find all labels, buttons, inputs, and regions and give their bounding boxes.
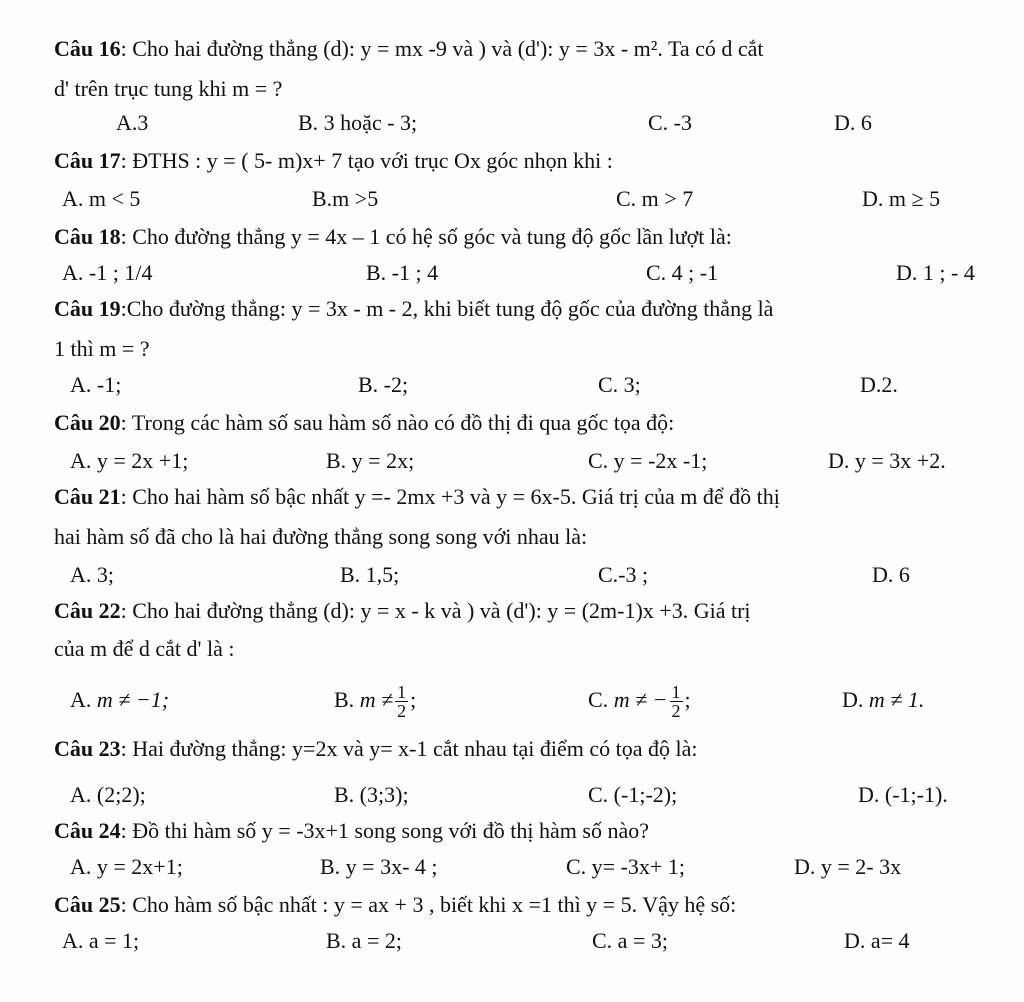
q22-option-d[interactable] [842,672,924,728]
q24-text1: : Đồ thi hàm số y = -3x+1 song song với đồ thị hàm số nào? [120,818,649,843]
q16-option-a[interactable]: A.3 [116,110,149,135]
q23-option-d[interactable]: D. (-1;-1). [858,782,948,807]
q24-option-c[interactable]: C. y= -3x+ 1; [566,854,685,879]
q16-option-d[interactable]: D. 6 [834,110,872,135]
q19-option-a[interactable]: A. -1; [70,372,122,397]
q17-option-c[interactable]: C. m > 7 [616,186,694,211]
q19-label: Câu 19 [54,296,121,321]
q18-text1: : Cho đường thẳng y = 4x – 1 có hệ số góc và tung độ gốc lần lượt là: [120,224,732,249]
q20-text1: : Trong các hàm số sau hàm số nào có đồ thị đi qua gốc tọa độ: [120,410,675,435]
q21-option-c[interactable]: C.-3 ; [598,562,649,587]
q19-option-b[interactable]: B. -2; [358,372,409,397]
q23-label: Câu 23 [54,736,121,761]
q22-option-b-denominator: 2 [397,701,407,722]
q21-option-a[interactable]: A. 3; [70,562,114,587]
q18-option-c[interactable]: C. 4 ; -1 [646,260,719,285]
q21-option-d[interactable]: D. 6 [872,562,910,587]
q18-option-d[interactable]: D. 1 ; - 4 [896,260,975,285]
q17-text1: : ĐTHS : y = ( 5- m)x+ 7 tạo với trục Ox góc nhọn khi : [120,148,613,173]
q22-option-b-prefix: B. [334,687,355,712]
q22-text1: : Cho hai đường thẳng (d): y = x - k và ) và (d'): y = (2m-1)x +3. Giá trị [120,598,751,623]
q20-option-b[interactable]: B. y = 2x; [326,448,415,473]
q22-option-b-tail: ; [410,687,417,712]
q20-option-d[interactable]: D. y = 3x +2. [828,448,946,473]
q25-option-c[interactable]: C. a = 3; [592,928,668,953]
q23-option-a[interactable]: A. (2;2); [70,782,146,807]
q21-label: Câu 21 [54,484,121,509]
q24-option-a[interactable]: A. y = 2x+1; [70,854,183,879]
q23-option-c[interactable]: C. (-1;-2); [588,782,678,807]
q25-option-d[interactable]: D. a= 4 [844,928,910,953]
q22-option-c-numerator: 1 [671,682,681,703]
q25-text1: : Cho hàm số bậc nhất : y = ax + 3 , biết khi x =1 thì y = 5. Vậy hệ số: [120,892,737,917]
q23-option-b[interactable]: B. (3;3); [334,782,409,807]
q16-label: Câu 16 [54,36,121,61]
q23-stem [54,726,697,772]
q23-line1 [0,726,1024,772]
q24-label: Câu 24 [54,818,121,843]
q22-label: Câu 22 [54,598,121,623]
q19-text2: 1 thì m = ? [54,336,150,361]
q22-option-a-expr: m ≠ −1; [96,687,170,712]
q22-options [0,672,1024,728]
q22-option-c-prefix: C. [588,687,609,712]
q22-text2: của m để d cắt d' là : [54,636,235,661]
q22-option-a-prefix: A. [70,687,92,712]
q22-option-b[interactable] [334,672,416,728]
q22-option-b-numerator: 1 [397,682,407,703]
q17-option-b[interactable]: B.m >5 [312,186,379,211]
q16-text2: d' trên trục tung khi m = ? [54,76,283,101]
q21-text2: hai hàm số đã cho là hai đường thẳng song song với nhau là: [54,524,588,549]
q16-text1: : Cho hai đường thẳng (d): y = mx -9 và ) và (d'): y = 3x - m². Ta có d cắt [120,36,764,61]
q22-option-b-fraction [395,683,408,720]
q21-text1: : Cho hai hàm số bậc nhất y =- 2mx +3 và y = 6x-5. Giá trị của m để đồ thị [120,484,780,509]
q22-option-d-expr: m ≠ 1. [868,687,925,712]
q24-option-d[interactable]: D. y = 2- 3x [794,854,902,879]
q23-text1: : Hai đường thẳng: y=2x và y= x-1 cắt nhau tại điểm có tọa độ là: [120,736,698,761]
q20-option-c[interactable]: C. y = -2x -1; [588,448,708,473]
q22-option-c-denominator: 2 [671,701,681,722]
q19-option-c[interactable]: C. 3; [598,372,641,397]
q25-option-a[interactable]: A. a = 1; [62,928,140,953]
q22-option-d-prefix: D. [842,687,864,712]
q22-option-c-tail: ; [684,687,691,712]
q22-option-a[interactable] [70,672,169,728]
q22-option-c-fraction [670,683,683,720]
q19-text1: :Cho đường thẳng: y = 3x - m - 2, khi biết tung độ gốc của đường thẳng là [120,296,774,321]
q17-option-d[interactable]: D. m ≥ 5 [862,186,941,211]
q19-option-d[interactable]: D.2. [860,372,898,397]
q17-label: Câu 17 [54,148,121,173]
q17-option-a[interactable]: A. m < 5 [62,186,141,211]
q25-options [0,918,1024,964]
q16-option-c[interactable]: C. -3 [648,110,692,135]
q25-option-b[interactable]: B. a = 2; [326,928,402,953]
q22-option-c[interactable] [588,672,691,728]
q16-option-b[interactable]: B. 3 hoặc - 3; [298,110,418,135]
q20-option-a[interactable]: A. y = 2x +1; [70,448,189,473]
q18-option-a[interactable]: A. -1 ; 1/4 [62,260,153,285]
q22-line2 [0,626,1024,672]
q22-option-b-lhs: m ≠ [359,687,394,712]
q18-option-b[interactable]: B. -1 ; 4 [366,260,439,285]
q25-label: Câu 25 [54,892,121,917]
q24-option-b[interactable]: B. y = 3x- 4 ; [320,854,438,879]
q21-option-b[interactable]: B. 1,5; [340,562,400,587]
q22-option-c-lhs: m ≠ − [613,687,668,712]
q20-label: Câu 20 [54,410,121,435]
q18-label: Câu 18 [54,224,121,249]
